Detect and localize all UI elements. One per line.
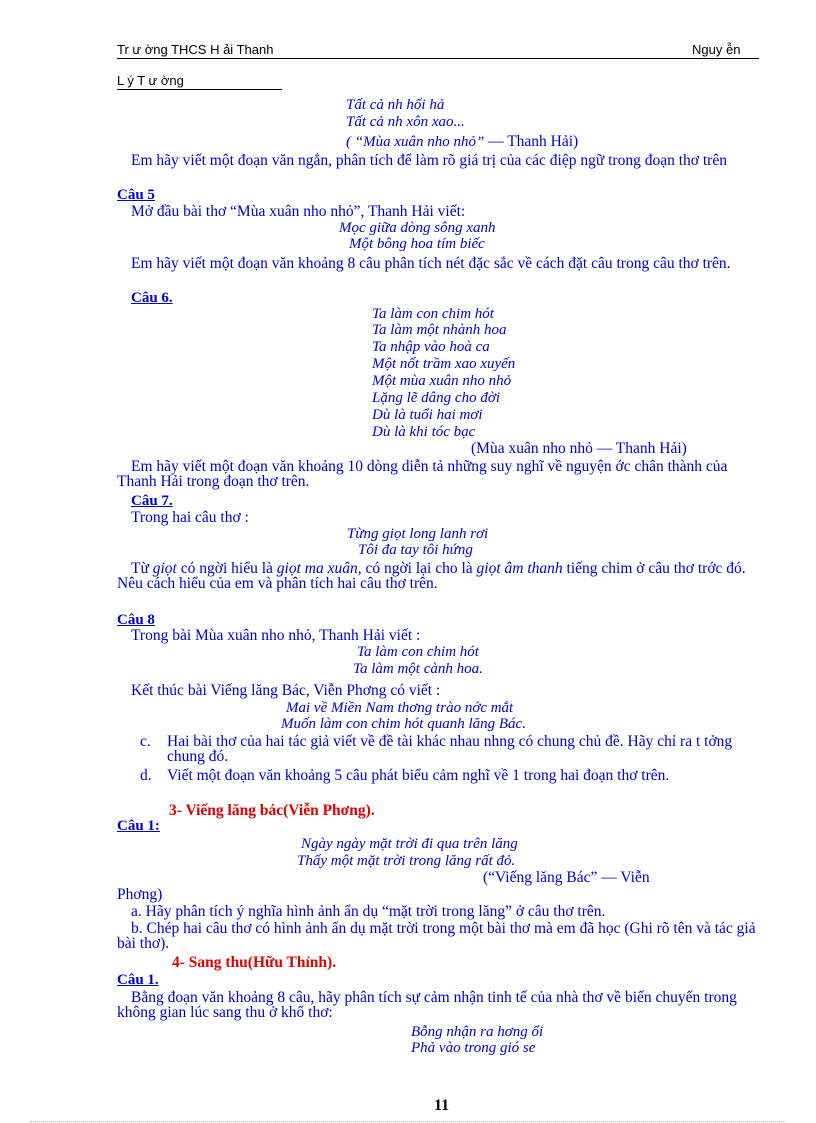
poem-line: Một nốt trầm xao xuyến [372,356,516,372]
poem-line: Một mùa xuân nho nhỏ [372,373,512,389]
poem-line: Ta làm con chim hót [372,306,494,322]
poem-source: (Mùa xuân nho nhỏ — Thanh Hải) [471,440,687,457]
poem-line: Ta làm một cành hoa. [353,661,483,677]
question-intro: Kết thúc bài Viếng lăng Bác, Viễn Phơng có viết : [131,682,441,699]
question-intro: Trong hai câu thơ : [131,509,249,526]
section-title: 3- Viếng lăng bác(Viễn Phơng). [169,802,375,819]
question-prompt: Em hãy viết một đoạn văn khoảng 10 dòng diễn tả những suy nghĩ về nguyện ớc chân thành của Thanh Hải trong đoạn thơ trên. [117,458,728,490]
poem-line: Dù là tuổi hai mơi [372,407,483,423]
question-intro: Trong bài Mùa xuân nho nhỏ, Thanh Hải viết : [131,627,421,644]
poem-line: Thấy một mặt trời trong lăng rất đỏ. [297,853,516,869]
question-label: Câu 1. [117,972,159,988]
poem-source: ( “Mùa xuân nho nhỏ” — Thanh Hải) [346,133,579,150]
poem-source-cont: Phơng) [117,886,163,903]
section-title: 4- Sang thu(Hữu Thỉnh). [172,954,337,971]
list-item: Hai bài thơ của hai tác giả viết về đề tài khác nhau nhng có chung chủ đề. Hãy chỉ ra t tởng chung đó. [167,733,733,765]
header-author-last: L ý T ư ờng [117,73,184,88]
poem-line: Muốn làm con chim hót quanh lăng Bác. [281,716,526,732]
poem-line: Ta nhập vào hoà ca [372,339,490,355]
question-intro: Mở đầu bài thơ “Mùa xuân nho nhỏ”, Thanh Hải viết: [131,203,466,220]
poem-line: Phả vào trong gió se [411,1040,536,1056]
poem-line: Ta làm con chim hót [357,644,479,660]
poem-line: Tất cả nh xôn xao... [346,114,465,130]
question-label: Câu 8 [117,612,155,628]
poem-line: Một bông hoa tím biếc [349,236,485,252]
question-label: Câu 5 [117,187,155,203]
poem-line: Bỗng nhận ra hơng ổi [411,1024,544,1040]
poem-line: Lặng lẽ dâng cho đời [372,390,500,406]
question-prompt: Từ giọt có ngời hiểu là giọt ma xuân, có ngời lại cho là giọt âm thanh tiếng chim ở câu thơ trớc đó. Nêu cách hiểu của em và phân tích hai câu thơ trên. [117,560,746,592]
question-label: Câu 7. [131,493,173,509]
list-marker: c. [140,733,151,750]
poem-line: Ta làm một nhành hoa [372,322,507,338]
question-prompt: Em hãy viết một đoạn văn khoảng 8 câu phân tích nét đặc sắc về cách đặt câu trong câu thơ trên. [131,255,731,272]
poem-line: Dù là khi tóc bạc [372,424,476,440]
list-item: Viết một đoạn văn khoảng 5 câu phát biểu cảm nghĩ về 1 trong hai đoạn thơ trên. [167,767,670,784]
poem-source: (“Viếng lăng Bác” — Viễn [483,869,650,886]
poem-line: Mọc giữa dòng sông xanh [339,220,496,236]
question-prompt: Em hãy viết một đoạn văn ngắn, phân tích để làm rõ giá trị của các điệp ngữ trong đoạn thơ trên [131,152,727,169]
header-school: Tr ư ờng THCS H ải Thanh [117,42,274,57]
header-author-first: Nguy ễn [692,42,741,57]
poem-line: Tôi đa tay tôi hứng [358,542,473,558]
header-rule [117,58,759,59]
poem-line: Mai về Miền Nam thơng trào nớc mắt [286,700,514,716]
poem-line: Ngày ngày mặt trời đi qua trên lăng [301,836,518,852]
sub-question: b. Chép hai câu thơ có hình ảnh ẩn dụ mặt trời trong một bài thơ mà em đã học (Ghi rõ tên và tác giả bài thơ). [117,920,756,952]
header-rule-short [117,89,282,90]
question-label: Câu 6. [131,290,173,306]
list-marker: d. [140,767,152,784]
sub-question: a. Hãy phân tích ý nghĩa hình ảnh ẩn dụ “mặt trời trong lăng” ở câu thơ trên. [131,903,606,920]
poem-line: Tất cả nh hối hả [346,97,445,113]
footer-rule [30,1121,786,1122]
page-number: 11 [434,1097,450,1114]
question-prompt: Bằng đoạn văn khoảng 8 câu, hãy phân tích sự cảm nhận tinh tế của nhà thơ về biến chuyển trong không gian lúc sang thu ở khổ thơ: [117,989,737,1021]
question-label: Câu 1: [117,818,160,834]
poem-line: Từng giọt long lanh rơi [347,526,489,542]
